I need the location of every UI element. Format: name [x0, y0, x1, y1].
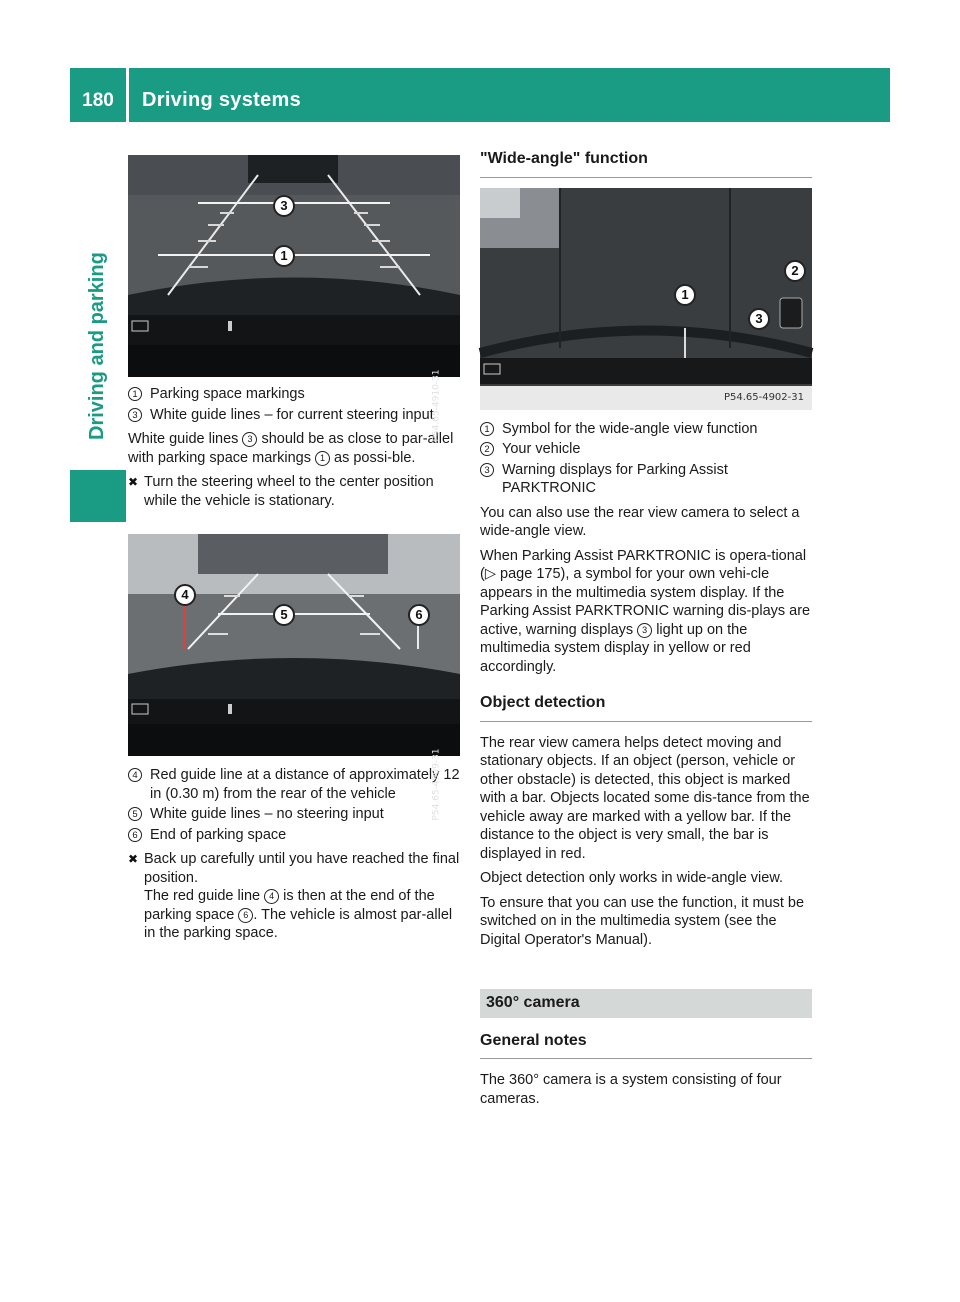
heading-wide-angle: "Wide-angle" function [480, 150, 812, 178]
section-band-360-camera: 360° camera [480, 989, 812, 1018]
legend-item [128, 826, 460, 845]
callout-3: 3 [273, 195, 295, 217]
side-tab-marker [70, 470, 126, 522]
image-code: P54.65-4910-31 [431, 369, 442, 442]
legend-number: 1 [128, 387, 142, 401]
legend-number: 1 [480, 422, 494, 436]
legend-text: White guide lines – for current steering input [150, 406, 434, 423]
step-arrow-icon: ✖ [128, 475, 139, 489]
legend-item [480, 461, 812, 498]
step-text [144, 850, 460, 943]
section-title: Driving systems [142, 89, 302, 111]
heading-object-detection: Object detection [480, 694, 812, 722]
callout-6: 6 [408, 604, 430, 626]
legend-number: 6 [128, 828, 142, 842]
text-run: . The vehicle is almost par-allel in the parking space. [144, 906, 453, 941]
text-run: The red guide line [144, 888, 265, 904]
camera-view-graphic [128, 155, 460, 377]
legend-text: Warning displays for Parking Assist PARKTRONIC [502, 461, 728, 496]
right-column [480, 150, 812, 1108]
legend-text: Your vehicle [502, 441, 581, 457]
legend-item [128, 766, 460, 803]
legend-text: Symbol for the wide-angle view function [502, 420, 758, 437]
callout-4: 4 [174, 584, 196, 606]
callout-2: 2 [784, 260, 806, 282]
legend-text: End of parking space [150, 826, 287, 843]
image-code: P54.65-4902-31 [480, 386, 812, 410]
instruction-step [128, 473, 460, 510]
paragraph [480, 547, 812, 677]
left-column [128, 155, 460, 943]
paragraph [128, 430, 460, 467]
header-divider [126, 68, 129, 122]
step-line [144, 887, 460, 943]
image-code: P54.65-4909-31 [431, 748, 442, 821]
paragraph: To ensure that you can use the function, it must be switched on in the multimedia system (see the Digital Operator's Manual). [480, 894, 805, 948]
inline-callout: 1 [315, 451, 330, 466]
page-ref-arrow-icon: ▷ [484, 566, 496, 582]
text-run: as possi-ble. [329, 449, 416, 466]
step-text: Turn the steering wheel to the center position while the vehicle is stationary. [144, 474, 434, 509]
legend-number: 3 [480, 463, 494, 477]
legend-number: 2 [480, 442, 494, 456]
instruction-step [128, 850, 460, 943]
paragraph: Object detection only works in wide-angle view. [480, 870, 784, 886]
legend-item [128, 805, 460, 824]
legend-item [480, 420, 812, 439]
legend-item [128, 406, 460, 425]
paragraph: You can also use the rear view camera to select a wide-angle view. [480, 504, 800, 539]
text-run: When Parking Assist PARKTRONIC is opera-tional ( [480, 547, 807, 582]
legend-item [480, 440, 812, 459]
text-run: page 175), a symbol for your own vehi-cle appears in the multimedia system display. If the Parking Assist PARKTRONIC warning dis-plays are active, warning displays [480, 566, 811, 638]
text-run: White guide lines [128, 431, 243, 447]
side-tab-label: Driving and parking [86, 252, 108, 440]
paragraph: The rear view camera helps detect moving and stationary objects. If an object (person, vehicle or other obstacle) is detected, this object is marked with a bar. Objects located some dis-tance from the vehicle away are marked with a yellow bar. If the distance to the object is very small, the bar is displayed in red. [480, 734, 810, 862]
wide-angle-camera-image [480, 188, 812, 410]
legend-text: Red guide line at a distance of approximately 12 in (0.30 m) from the rear of the vehicle [150, 767, 460, 802]
paragraph: The 360° camera is a system consisting of four cameras. [480, 1072, 782, 1107]
text-run: should be as close to par-allel with parking space markings [128, 431, 454, 466]
callout-5: 5 [273, 604, 295, 626]
callout-1: 1 [273, 245, 295, 267]
legend-text: Parking space markings [150, 386, 305, 402]
legend-item [128, 385, 460, 404]
legend-number: 3 [128, 408, 142, 422]
legend-text: White guide lines – no steering input [150, 806, 384, 822]
step-arrow-icon: ✖ [128, 852, 139, 866]
text-run: is then at the end of the parking space [144, 888, 435, 923]
callout-1: 1 [674, 284, 696, 306]
legend-number: 4 [128, 768, 142, 782]
legend-number: 5 [128, 807, 142, 821]
camera-view-graphic [128, 534, 460, 756]
page-number: 180 [82, 90, 114, 111]
inline-callout: 3 [242, 432, 257, 447]
text-run: light up on the multimedia system display in yellow or red accordingly. [480, 621, 751, 675]
callout-3: 3 [748, 308, 770, 330]
inline-callout: 4 [264, 889, 279, 904]
inline-callout: 3 [637, 623, 652, 638]
step-line: Back up carefully until you have reached the final position. [144, 851, 460, 886]
camera-view-graphic [480, 188, 812, 410]
heading-general-notes: General notes [480, 1032, 812, 1060]
inline-callout: 6 [238, 908, 253, 923]
